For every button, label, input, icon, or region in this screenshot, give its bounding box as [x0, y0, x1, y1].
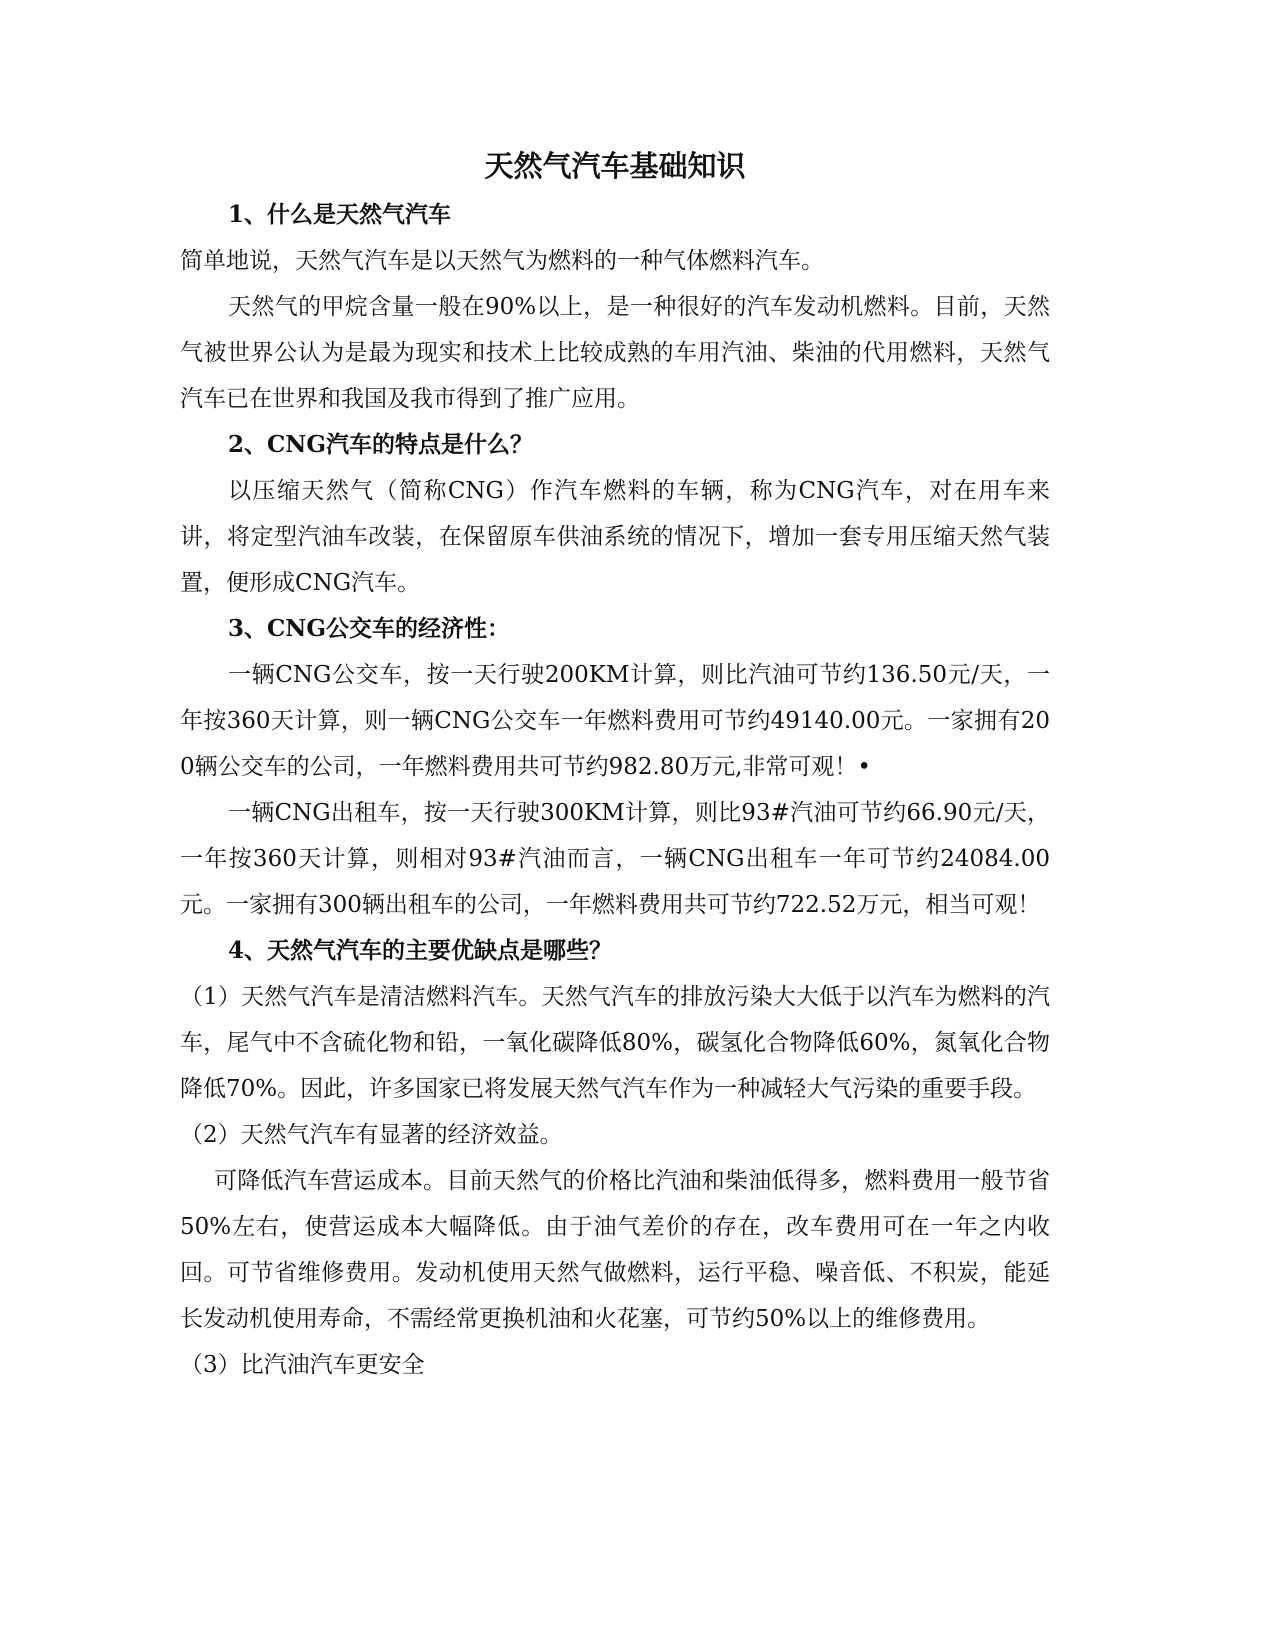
- section-4-paragraph-1: （1）天然气汽车是清洁燃料汽车。天然气汽车的排放污染大大低于以汽车为燃料的汽车，尾气中不含硫化物和铅，一氧化碳降低80%，碳氢化合物降低60%，氮氧化合物降低70%。因此，许多国家已将发展天然气汽车作为一种减轻大气污染的重要手段。: [180, 984, 1050, 1102]
- section-4-paragraph-4: （3）比汽油汽车更安全: [180, 1352, 425, 1378]
- section-1-paragraph-2: 天然气的甲烷含量一般在90%以上，是一种很好的汽车发动机燃料。目前，天然气被世界公认为是最为现实和技术上比较成熟的车用汽油、柴油的代用燃料，天然气汽车已在世界和我国及我市得到了推广应用。: [180, 294, 1050, 412]
- document-title: 天然气汽车基础知识: [484, 149, 746, 183]
- section-3-paragraph-2: 一辆CNG出租车，按一天行驶300KM计算，则比93#汽油可节约66.90元/天，一年按360天计算，则相对93#汽油而言，一辆CNG出租车一年可节约24084.00元。一家拥有300辆出租车的公司，一年燃料费用共可节约722.52万元，相当可观！: [180, 800, 1050, 918]
- section-4-paragraph-2: （2）天然气汽车有显著的经济效益。: [180, 1122, 563, 1148]
- section-4-heading: 4、天然气汽车的主要优缺点是哪些？: [228, 937, 613, 964]
- section-2-paragraph-1: 以压缩天然气（简称CNG）作汽车燃料的车辆，称为CNG汽车，对在用车来讲，将定型汽油车改装，在保留原车供油系统的情况下，增加一套专用压缩天然气装置，便形成CNG汽车。: [180, 478, 1050, 596]
- section-3-heading: 3、CNG公交车的经济性：: [228, 615, 510, 642]
- section-4-paragraph-3: 可降低汽车营运成本。目前天然气的价格比汽油和柴油低得多，燃料费用一般节省50%左右，使营运成本大幅降低。由于油气差价的存在，改车费用可在一年之内收回。可节省维修费用。发动机使用天然气做燃料，运行平稳、噪音低、不积炭，能延长发动机使用寿命，不需经常更换机油和火花塞，可节约50%以上的维修费用。: [180, 1168, 1050, 1332]
- section-3-paragraph-1: 一辆CNG公交车，按一天行驶200KM计算，则比汽油可节约136.50元/天，一年按360天计算，则一辆CNG公交车一年燃料费用可节约49140.00元。一家拥有200辆公交车的公司，一年燃料费用共可节约982.80万元,非常可观！•: [180, 662, 1050, 780]
- section-1-heading: 1、什么是天然气汽车: [228, 201, 452, 228]
- section-1-paragraph-1: 简单地说，天然气汽车是以天然气为燃料的一种气体燃料汽车。: [180, 248, 824, 274]
- section-2-heading: 2、CNG汽车的特点是什么？: [228, 431, 533, 458]
